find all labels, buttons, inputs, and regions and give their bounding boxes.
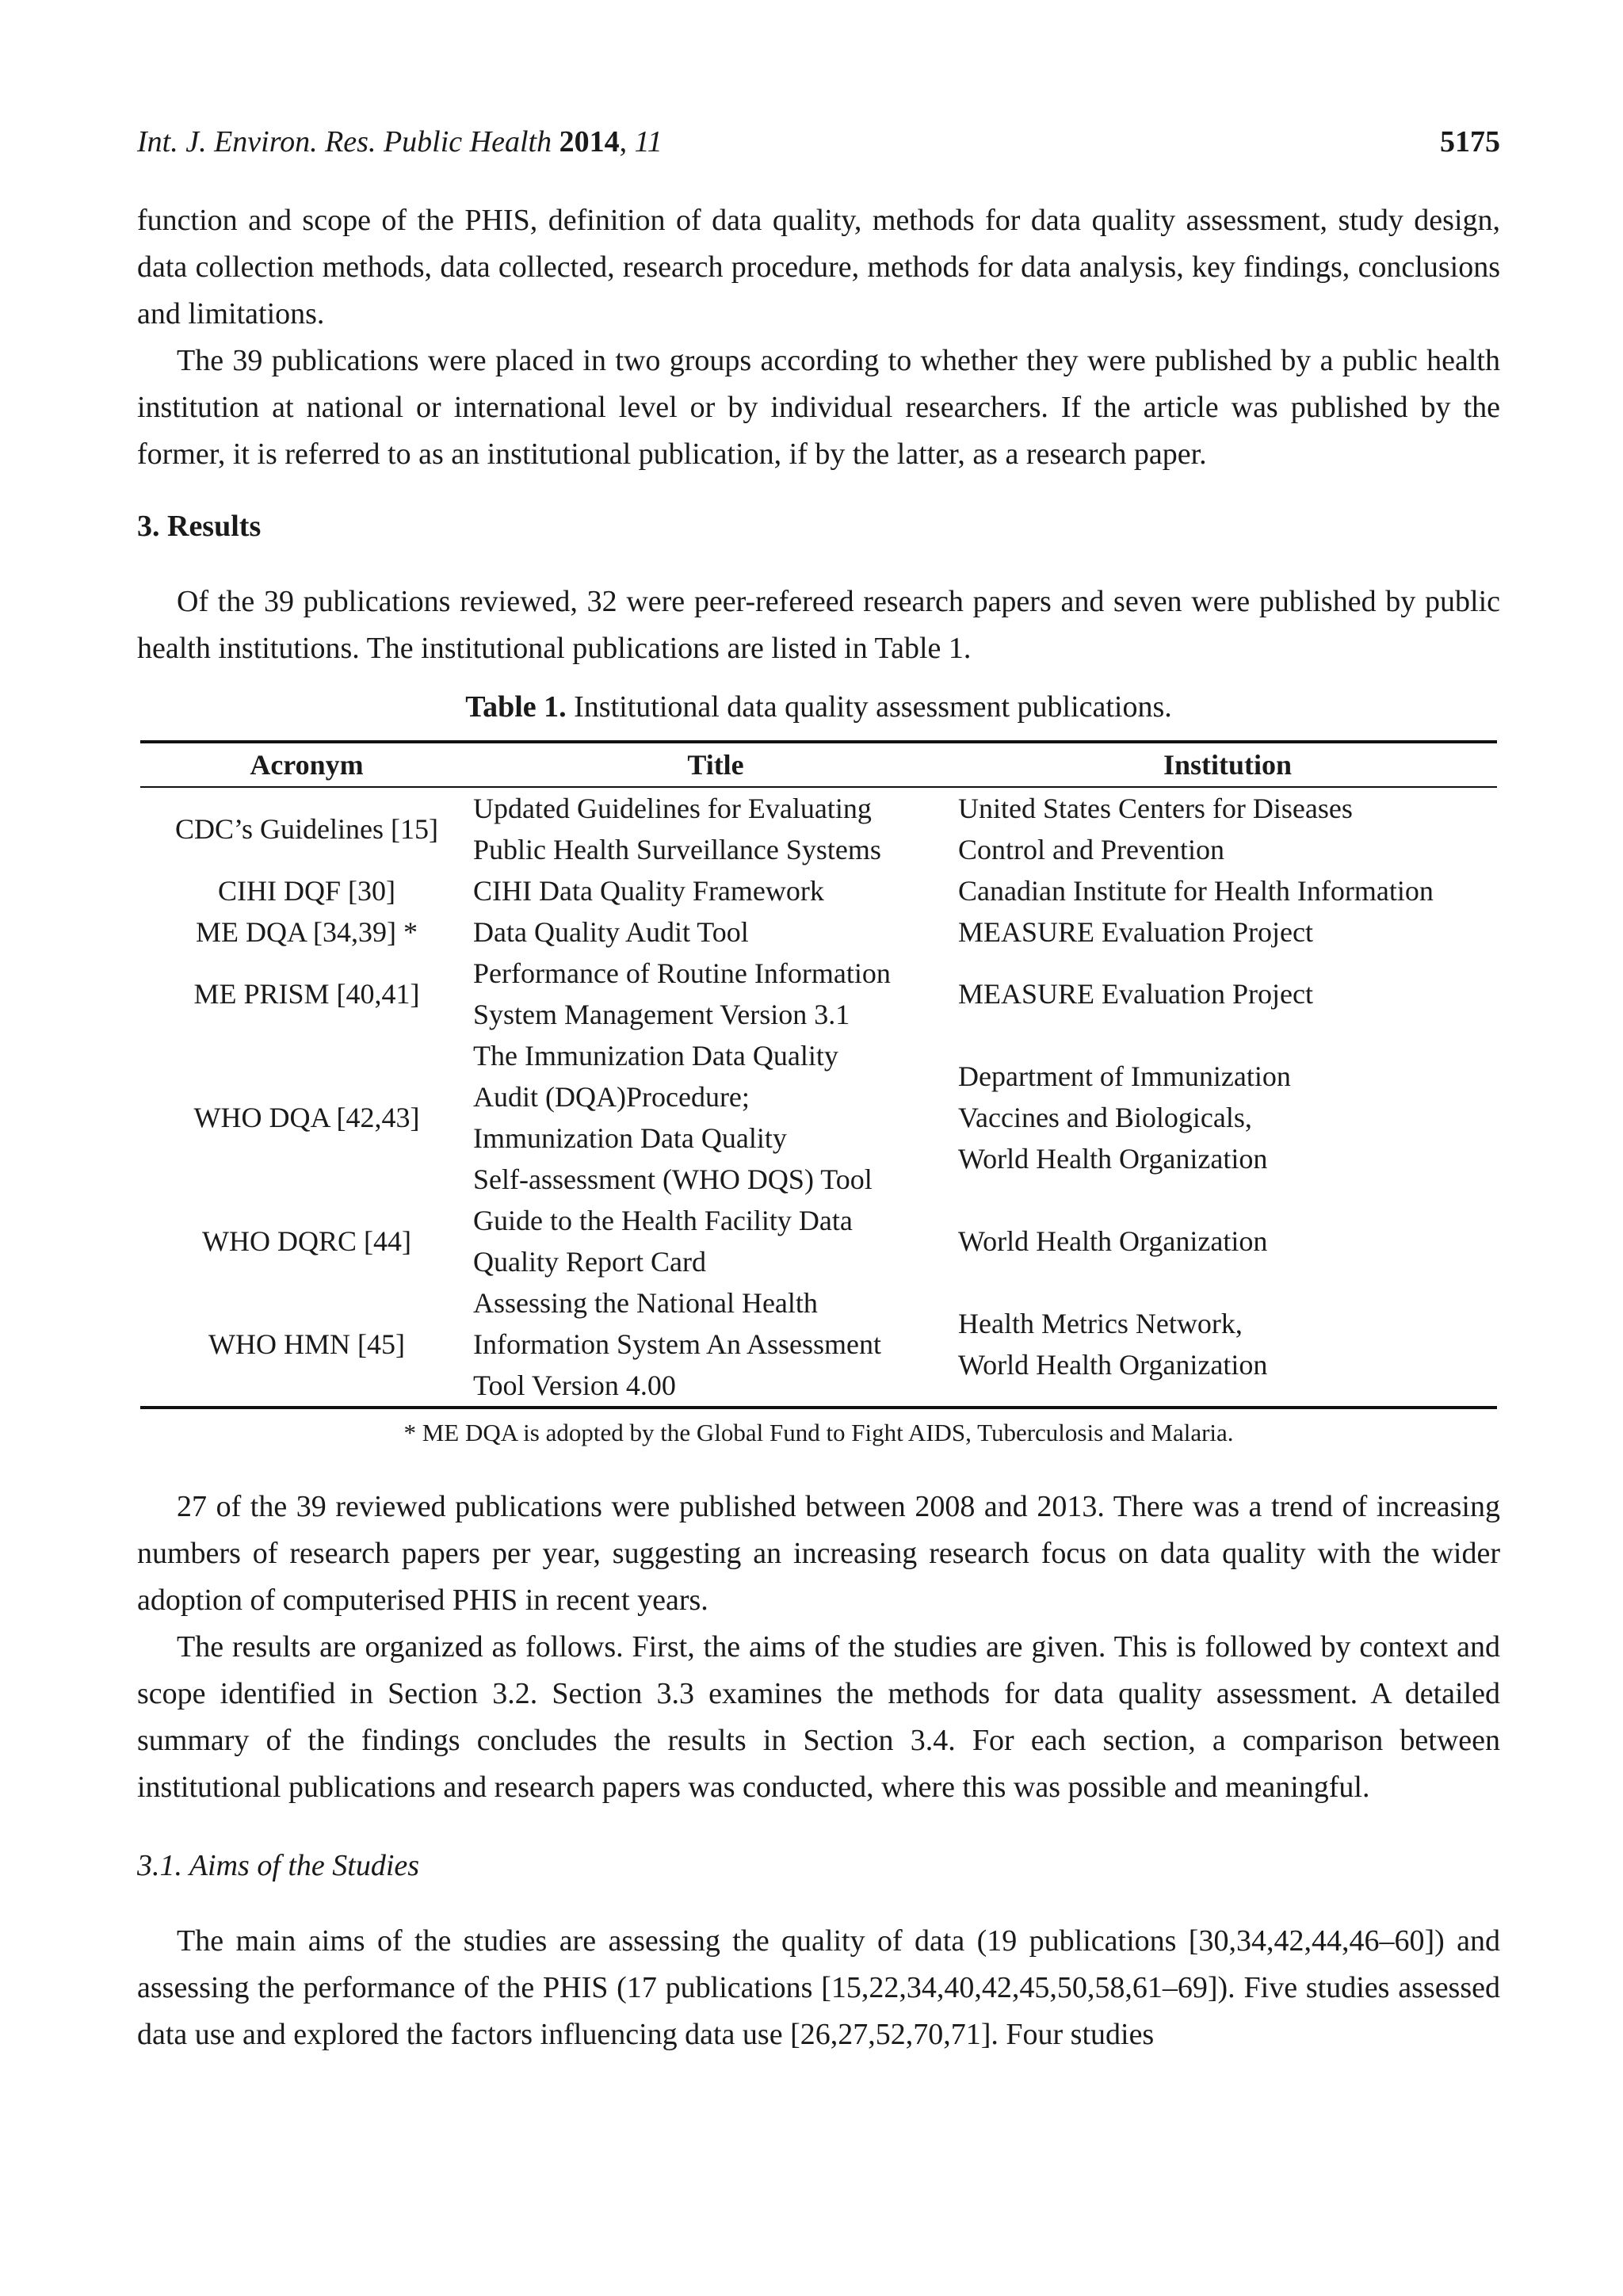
cell-institution-line: Control and Prevention xyxy=(958,834,1224,865)
page-number: 5175 xyxy=(1440,125,1500,159)
cell-institution-line: Vaccines and Biologicals, xyxy=(958,1102,1252,1133)
table-row xyxy=(140,787,1497,870)
cell-institution xyxy=(958,870,1497,911)
cell-title xyxy=(473,953,958,1035)
paragraph-methods-fields: function and scope of the PHIS, definition of data quality, methods for data quality assessment, study design, data collection methods, data collected, research procedure, methods for data analysis, key findings, conclusions and limitations. xyxy=(137,204,1500,330)
cell-acronym: CIHI DQF [30] xyxy=(218,875,395,907)
cell-institution xyxy=(958,1200,1497,1282)
paragraph-publication-trend: 27 of the 39 reviewed publications were published between 2008 and 2013. There was a trend of increasing numbers of research papers per year, suggesting an increasing research focus on data quality with the wider adoption of computerised PHIS in recent years. xyxy=(137,1490,1500,1617)
cell-title-line: Immunization Data Quality xyxy=(473,1122,787,1154)
cell-title xyxy=(473,787,958,870)
paragraph-results-organization: The results are organized as follows. First, the aims of the studies are given. This is followed by context and scope identified in Section 3.2. Section 3.3 examines the methods for data quality assessment. A detailed summary of the findings concludes the results in Section 3.4. For each section, a comparison between institutional publications and research papers was conducted, where this was possible and meaningful. xyxy=(137,1630,1500,1804)
cell-title xyxy=(473,1282,958,1408)
cell-institution xyxy=(958,787,1497,870)
table-row xyxy=(140,953,1497,1035)
table-caption-text: Institutional data quality assessment publications. xyxy=(574,690,1172,724)
cell-title xyxy=(473,1035,958,1200)
column-header-title: Title xyxy=(473,742,958,787)
cell-institution xyxy=(958,1035,1497,1200)
cell-acronym: ME DQA [34,39] * xyxy=(196,916,418,948)
cell-acronym: WHO DQA [42,43] xyxy=(193,1102,420,1133)
journal-volume: 11 xyxy=(634,125,663,159)
cell-title xyxy=(473,911,958,953)
cell-title-line: Information System An Assessment xyxy=(473,1328,881,1360)
cell-institution xyxy=(958,953,1497,1035)
table-row xyxy=(140,870,1497,911)
cell-institution-line: World Health Organization xyxy=(958,1349,1268,1381)
cell-title-line: Data Quality Audit Tool xyxy=(473,916,749,948)
paragraph-publications-reviewed: Of the 39 publications reviewed, 32 were peer-refereed research papers and seven were published by public health institutions. The institutional publications are listed in Table 1. xyxy=(137,585,1500,665)
cell-title-line: Performance of Routine Information xyxy=(473,957,891,989)
cell-acronym: WHO DQRC [44] xyxy=(202,1225,411,1257)
cell-institution-line: United States Centers for Diseases xyxy=(958,793,1353,824)
table-caption xyxy=(137,688,1500,726)
cell-title-line: Self-assessment (WHO DQS) Tool xyxy=(473,1163,873,1195)
journal-year: 2014 xyxy=(559,125,620,159)
cell-institution-line: World Health Organization xyxy=(958,1143,1268,1175)
page xyxy=(137,119,1500,2058)
cell-title-line: Public Health Surveillance Systems xyxy=(473,834,881,865)
cell-institution-line: Department of Immunization xyxy=(958,1060,1291,1092)
journal-citation: Int. J. Environ. Res. Public Health 2014, 11 xyxy=(137,125,663,159)
cell-institution-line: Canadian Institute for Health Information xyxy=(958,875,1434,907)
cell-acronym: CDC’s Guidelines [15] xyxy=(175,813,438,845)
running-header xyxy=(137,119,1500,166)
section-title-results: 3. Results xyxy=(137,510,262,543)
cell-institution-line: MEASURE Evaluation Project xyxy=(958,978,1313,1010)
cell-title-line: Updated Guidelines for Evaluating xyxy=(473,793,872,824)
table-caption-label: Table 1. xyxy=(465,690,567,724)
cell-title-line: Quality Report Card xyxy=(473,1246,706,1278)
table-header-row xyxy=(140,742,1497,787)
cell-institution-line: World Health Organization xyxy=(958,1225,1268,1257)
cell-title xyxy=(473,1200,958,1282)
journal-name: Int. J. Environ. Res. Public Health xyxy=(137,125,552,159)
paragraph-study-aims: The main aims of the studies are assessing the quality of data (19 publications [30,34,42,44,46–60]) and assessing the performance of the PHIS (17 publications [15,22,34,40,42,45,50,58,61–69]). Five studies assessed data use and explored the factors influencing data use [26,27,52,70,71]. Four studies xyxy=(137,1924,1500,2051)
cell-title-line: The Immunization Data Quality xyxy=(473,1040,838,1072)
table-row xyxy=(140,911,1497,953)
cell-institution-line: Health Metrics Network, xyxy=(958,1308,1243,1339)
cell-title-line: Audit (DQA)Procedure; xyxy=(473,1081,750,1113)
cell-title-line: Tool Version 4.00 xyxy=(473,1370,676,1401)
table-body xyxy=(140,787,1497,1408)
cell-title-line: Guide to the Health Facility Data xyxy=(473,1205,853,1236)
cell-acronym: WHO HMN [45] xyxy=(140,1282,473,1408)
table-row xyxy=(140,1282,1497,1408)
cell-institution-line: MEASURE Evaluation Project xyxy=(958,916,1313,948)
cell-title-line: CIHI Data Quality Framework xyxy=(473,875,824,907)
table-row xyxy=(140,1200,1497,1282)
institutional-publications-table xyxy=(140,740,1497,1409)
cell-institution xyxy=(958,911,1497,953)
table-row xyxy=(140,1035,1497,1200)
cell-institution xyxy=(958,1282,1497,1408)
cell-acronym: ME PRISM [40,41] xyxy=(193,978,420,1010)
cell-title-line: Assessing the National Health xyxy=(473,1287,818,1319)
cell-title-line: System Management Version 3.1 xyxy=(473,999,850,1030)
subsection-title-aims: 3.1. Aims of the Studies xyxy=(137,1849,420,1882)
paragraph-publication-groups: The 39 publications were placed in two groups according to whether they were published by a public health institution at national or international level or by individual researchers. If the article was published by the former, it is referred to as an institutional publication, if by the latter, as a research paper. xyxy=(137,344,1500,471)
column-header-acronym: Acronym xyxy=(140,742,473,787)
table-footnote: * ME DQA is adopted by the Global Fund to Fight AIDS, Tuberculosis and Malaria. xyxy=(403,1419,1234,1446)
column-header-institution: Institution xyxy=(958,742,1497,787)
cell-title xyxy=(473,870,958,911)
